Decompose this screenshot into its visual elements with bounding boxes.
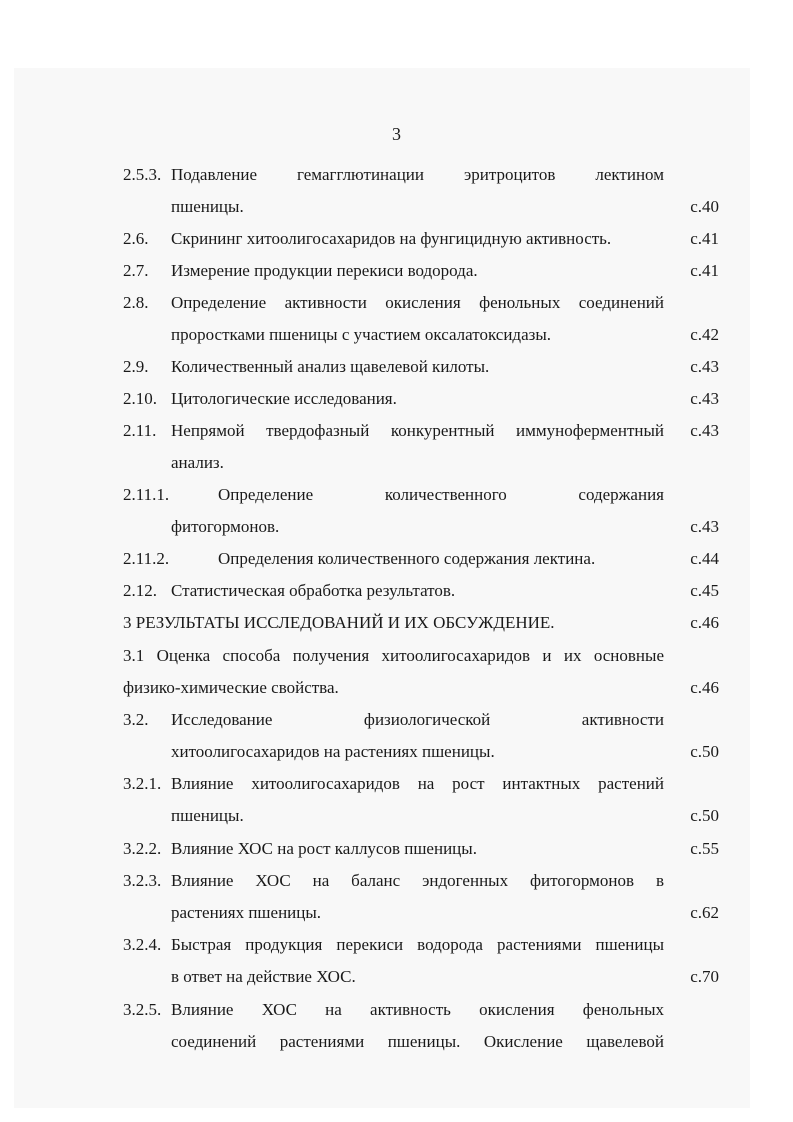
toc-entry-text: Скрининг хитоолигосахаридов на фунгицидную активность. xyxy=(171,229,612,248)
toc-entry-text: Влияние хитоолигосахаридов на рост интактных растений xyxy=(171,774,664,793)
toc-entry-text: Определение активности окисления фенольных соединений xyxy=(171,293,664,312)
toc-entry-text: Влияние ХОС на баланс эндогенных фитогормонов в xyxy=(171,871,664,890)
toc-entry-number: 2.12. xyxy=(123,581,157,600)
toc-entry-number: 2.6. xyxy=(123,229,149,248)
toc-entry-text: Цитологические исследования. xyxy=(171,389,397,408)
toc-entry-text: проростками пшеницы с участием оксалатоксидазы. xyxy=(171,325,552,344)
toc-entry-page: с.46 xyxy=(690,613,719,632)
toc-entry-page: с.43 xyxy=(690,389,719,408)
toc-entry-number: 2.11. xyxy=(123,421,157,440)
toc-entry-text: Влияние ХОС на рост каллусов пшеницы. xyxy=(171,839,477,858)
toc-entry-page: с.70 xyxy=(690,967,719,986)
toc-entry-number: 3.2.1. xyxy=(123,774,162,793)
page-number: 3 xyxy=(392,124,401,144)
toc-entry-text: Исследование физиологической активности xyxy=(171,710,664,729)
toc-entry-number: 2.9. xyxy=(123,357,149,376)
toc-entry-page: с.43 xyxy=(690,517,719,536)
toc-entry-number: 2.8. xyxy=(123,293,149,312)
toc-entry-page: с.43 xyxy=(690,421,719,440)
toc-entry-text: Быстрая продукция перекиси водорода растениями пшеницы xyxy=(171,935,664,954)
toc-entry-number: 2.11.2. xyxy=(123,549,170,568)
toc-entry-text: Количественный анализ щавелевой килоты. xyxy=(171,357,490,376)
toc-entry-number: 2.11.1. xyxy=(123,485,170,504)
toc-entry-number: 2.10. xyxy=(123,389,157,408)
toc-entry-text: Влияние ХОС на активность окисления фенольных xyxy=(171,1000,664,1019)
toc-entry-number: 3.2.5. xyxy=(123,1000,162,1019)
toc-entry-text: 3.1 Оценка способа получения хитоолигосахаридов и их основные xyxy=(123,646,664,665)
toc-entry-text: анализ. xyxy=(171,453,224,472)
toc-entry-text: Измерение продукции перекиси водорода. xyxy=(171,261,478,280)
toc-entry-page: с.43 xyxy=(690,357,719,376)
toc-entry-page: с.41 xyxy=(690,229,719,248)
toc-entry-text: растениях пшеницы. xyxy=(171,903,322,922)
toc-entry-text: Определения количественного содержания лектина. xyxy=(218,549,596,568)
toc-entry-text: соединений растениями пшеницы. Окисление щавелевой xyxy=(171,1032,664,1051)
toc-entry-text: Статистическая обработка результатов. xyxy=(171,581,456,600)
toc-entry-page: с.55 xyxy=(690,839,719,858)
toc-entry-text: Определение количественного содержания xyxy=(218,485,664,504)
toc-entry-text: в ответ на действие ХОС. xyxy=(171,967,356,986)
toc-entry-text: Подавление гемагглютинации эритроцитов лектином xyxy=(171,165,664,184)
toc-entry-number: 3.2.2. xyxy=(123,839,162,858)
toc-entry-number: 2.5.3. xyxy=(123,165,162,184)
toc-entry-text: фитогормонов. xyxy=(171,517,280,536)
toc-entry-number: 2.7. xyxy=(123,261,149,280)
toc-entry-number: 3.2.3. xyxy=(123,871,162,890)
toc-entry-number: 3.2. xyxy=(123,710,149,729)
toc-entry-text: Непрямой твердофазный конкурентный иммуноферментный xyxy=(171,421,664,440)
toc-entry-text: хитоолигосахаридов на растениях пшеницы. xyxy=(171,742,495,761)
toc-entry-page: с.42 xyxy=(690,325,719,344)
toc-chapter-heading: 3 РЕЗУЛЬТАТЫ ИССЛЕДОВАНИЙ И ИХ ОБСУЖДЕНИЕ. xyxy=(123,613,555,632)
toc-entry-text: физико-химические свойства. xyxy=(123,678,339,697)
toc-entry-page: с.50 xyxy=(690,806,719,825)
toc-entry-text: пшеницы. xyxy=(171,197,244,216)
toc-entry-number: 3.2.4. xyxy=(123,935,162,954)
toc-entry-page: с.40 xyxy=(690,197,719,216)
toc-entry-page: с.41 xyxy=(690,261,719,280)
toc-entry-page: с.45 xyxy=(690,581,719,600)
toc-entry-page: с.62 xyxy=(690,903,719,922)
toc-entry-text: пшеницы. xyxy=(171,806,244,825)
toc-entry-page: с.46 xyxy=(690,678,719,697)
toc-entry-page: с.50 xyxy=(690,742,719,761)
toc-entry-page: с.44 xyxy=(690,549,719,568)
